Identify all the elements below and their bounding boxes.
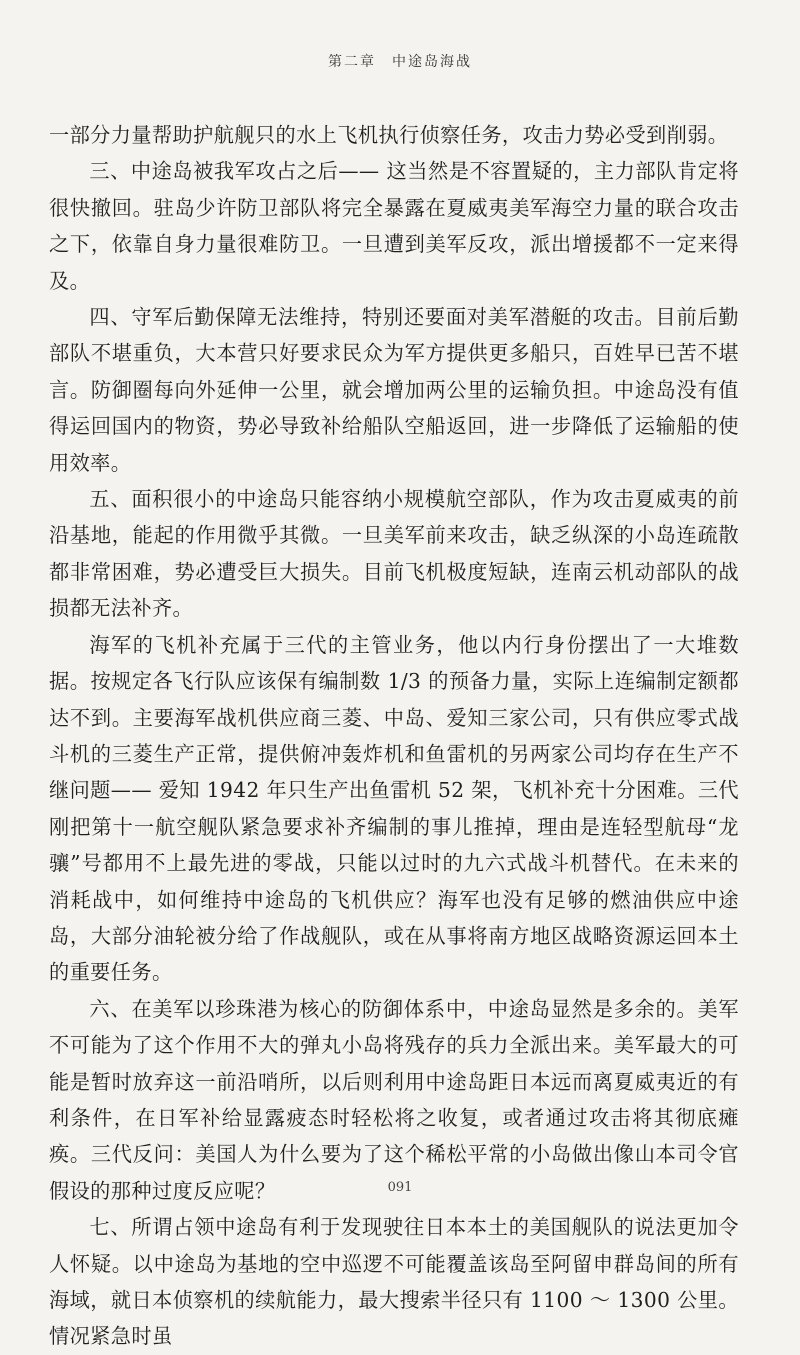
body-text	[49, 117, 739, 1355]
paragraph-point-six: 六、在美军以珍珠港为核心的防御体系中，中途岛显然是多余的。美军不可能为了这个作用不大的弹丸小岛将残存的兵力全派出来。美军最大的可能是暂时放弃这一前沿哨所，以后则利用中途岛距日本远而离夏威夷近的有利条件，在日军补给显露疲态时轻松将之收复，或者通过攻击将其彻底瘫痪。三代反问：美国人为什么要为了这个稀松平常的小岛做出像山本司令官假设的那种过度反应呢？	[49, 996, 739, 1203]
running-header: 第二章 中途岛海战	[328, 54, 472, 70]
paragraph-aircraft-supply: 海军的飞机补充属于三代的主管业务，他以内行身份摆出了一大堆数据。按规定各飞行队应该保有编制数 1/3 的预备力量，实际上连编制定额都达不到。主要海军战机供应商三菱、中岛、爱知三家公司，只有供应零式战斗机的三菱生产正常，提供俯冲轰炸机和鱼雷机的另两家公司均存在生产不继问题—— 爱知 1942 年只生产出鱼雷机 52 架，飞机补充十分困难。三代刚把第十一航空舰队紧急要求补齐编制的事儿推掉，理由是连轻型航母“龙骧”号都用不上最先进的零战，只能以过时的九六式战斗机替代。在未来的消耗战中，如何维持中途岛的飞机供应？海军也没有足够的燃油供应中途岛，大部分油轮被分给了作战舰队，或在从事将南方地区战略资源运回本土的重要任务。	[49, 632, 740, 985]
paragraph-point-five: 五、面积很小的中途岛只能容纳小规模航空部队，作为攻击夏威夷的前沿基地，能起的作用微乎其微。一旦美军前来攻击，缺乏纵深的小岛连疏散都非常困难，势必遭受巨大损失。目前飞机极度短缺，连南云机动部队的战损都无法补齐。	[49, 487, 739, 621]
paragraph-point-four: 四、守军后勤保障无法维持，特别还要面对美军潜艇的攻击。目前后勤部队不堪重负，大本营只好要求民众为军方提供更多船只，百姓早已苦不堪言。防御圈每向外延伸一公里，就会增加两公里的运输负担。中途岛没有值得运回国内的物资，势必导致补给船队空船返回，进一步降低了运输船的使用效率。	[49, 305, 739, 475]
paragraph-continuation: 一部分力量帮助护航舰只的水上飞机执行侦察任务，攻击力势必受到削弱。	[49, 123, 729, 147]
paragraph-point-three: 三、中途岛被我军攻占之后—— 这当然是不容置疑的，主力部队肯定将很快撤回。驻岛少许防卫部队将完全暴露在夏威夷美军海空力量的联合攻击之下，依靠自身力量很难防卫。一旦遭到美军反攻，派出增援都不一定来得及。	[49, 159, 739, 293]
paragraph-point-seven: 七、所谓占领中途岛有利于发现驶往日本本土的美国舰队的说法更加令人怀疑。以中途岛为基地的空中巡逻不可能覆盖该岛至阿留申群岛间的所有海域，就日本侦察机的续航能力，最大搜索半径只有 1100 ～ 1300 公里。情况紧急时虽	[49, 1215, 739, 1349]
page-number: 091	[387, 1180, 413, 1195]
